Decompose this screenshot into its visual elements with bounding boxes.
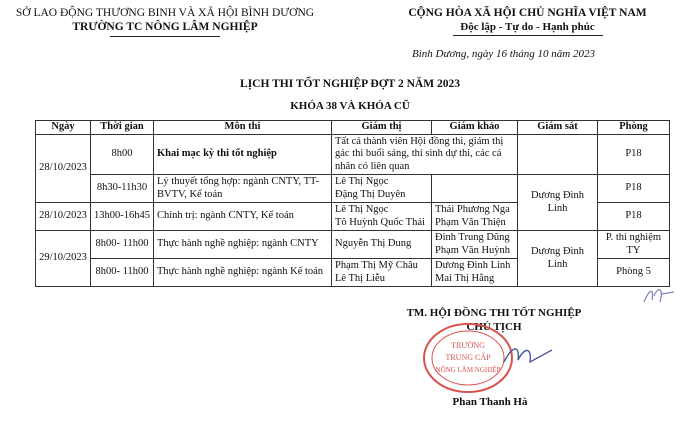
proctor-name: Lê Thị Ngọc (335, 204, 389, 215)
proctor-name: Phạm Thị Mỹ Châu (335, 260, 418, 271)
row-subject: Lý thuyết tổng hợp: ngành CNTY, TT-BVTV, Kế toán (154, 175, 332, 203)
row-date: 29/10/2023 (36, 231, 91, 287)
signature-org: TM. HỘI ĐỒNG THI TỐT NGHIỆP (406, 307, 582, 319)
signature-role: CHỦ TỊCH (466, 321, 522, 333)
proctor-name: Lê Thị Ngọc (335, 176, 389, 187)
document-subtitle: KHÓA 38 VÀ KHÓA CŨ (290, 100, 410, 112)
col-header-proctor: Giám thị (332, 121, 432, 135)
table-row (36, 231, 670, 259)
header-left-rule (110, 36, 220, 37)
row-proctor (332, 175, 432, 203)
seal-text-mid: TRUNG CẤP (445, 353, 491, 362)
row-time: 8h00 (91, 134, 154, 175)
seal-text-bottom: NÔNG LÂM NGHIỆP (435, 366, 501, 374)
row-proctor: Tất cả thành viên Hội đồng thi, giám thị gác thi buổi sáng, thí sinh dự thi, các cá nhân có liên quan (332, 134, 518, 175)
row-examiner (432, 203, 518, 231)
examiner-name: Thái Phương Nga (435, 204, 510, 215)
row-room: P18 (598, 203, 670, 231)
row-subject: Thực hành nghề nghiệp: ngành Kế toán (154, 259, 332, 287)
col-header-room: Phòng (598, 121, 670, 135)
table-row (36, 175, 670, 203)
header-left (0, 6, 330, 37)
exam-schedule-table (35, 120, 670, 287)
table-header-row (36, 121, 670, 135)
table-row (36, 134, 670, 175)
row-subject: Chính trị: ngành CNTY, Kế toán (154, 203, 332, 231)
document-title: LỊCH THI TỐT NGHIỆP ĐỢT 2 NĂM 2023 (240, 78, 460, 90)
row-supervisor-empty (518, 134, 598, 175)
row-examiner (432, 231, 518, 259)
date-line: Bình Dương, ngày 16 tháng 10 năm 2023 (412, 48, 595, 60)
school-name: TRƯỜNG TC NÔNG LÂM NGHIỆP (72, 21, 258, 33)
proctor-name: Lê Thị Liễu (335, 272, 385, 284)
col-header-supervisor: Giám sát (518, 121, 598, 135)
examiner-name: Mai Thị Hằng (435, 272, 495, 284)
row-time: 8h30-11h30 (91, 175, 154, 203)
examiner-name: Đinh Trung Dũng (435, 232, 510, 243)
signer-name: Phan Thanh Hà (452, 396, 528, 408)
initials-scribble (640, 284, 680, 306)
row-room: P. thí nghiệm TY (598, 231, 670, 259)
col-header-date: Ngày (36, 121, 91, 135)
header-right (355, 6, 700, 36)
row-proctor: Nguyễn Thị Dung (332, 231, 432, 259)
row-subject: Thực hành nghề nghiệp: ngành CNTY (154, 231, 332, 259)
col-header-subject: Môn thi (154, 121, 332, 135)
proctor-name: Tô Huỳnh Quốc Thái (335, 216, 425, 228)
ministry-name: SỞ LAO ĐỘNG THƯƠNG BINH VÀ XÃ HỘI BÌNH DƯƠNG (15, 7, 315, 19)
row-subject: Khai mạc kỳ thi tốt nghiệp (154, 134, 332, 175)
examiner-name: Phạm Văn Huỳnh (435, 244, 511, 256)
row-proctor (332, 203, 432, 231)
row-supervisor: Dương Đình Linh (518, 175, 598, 231)
row-date: 28/10/2023 (36, 203, 91, 231)
handwritten-signature (500, 340, 560, 370)
row-examiner-empty (432, 175, 518, 203)
row-time: 13h00-16h45 (91, 203, 154, 231)
row-date: 28/10/2023 (36, 134, 91, 203)
row-proctor (332, 259, 432, 287)
row-examiner (432, 259, 518, 287)
row-time: 8h00- 11h00 (91, 259, 154, 287)
national-motto: Độc lập - Tự do - Hạnh phúc (460, 21, 595, 33)
examiner-name: Phạm Văn Thiện (435, 216, 506, 228)
col-header-time: Thời gian (91, 121, 154, 135)
row-room: Phòng 5 (598, 259, 670, 287)
nation-name: CỘNG HÒA XÃ HỘI CHỦ NGHĨA VIỆT NAM (408, 7, 647, 19)
row-time: 8h00- 11h00 (91, 231, 154, 259)
row-supervisor: Dương Đình Linh (518, 231, 598, 287)
header-right-rule (453, 35, 603, 36)
proctor-name: Đặng Thị Duyên (335, 188, 406, 200)
col-header-examiner: Giám khảo (432, 121, 518, 135)
examiner-name: Dương Đình Linh (435, 260, 511, 271)
row-room: P18 (598, 134, 670, 175)
row-room: P18 (598, 175, 670, 203)
seal-text-top: TRƯỜNG (451, 341, 485, 350)
